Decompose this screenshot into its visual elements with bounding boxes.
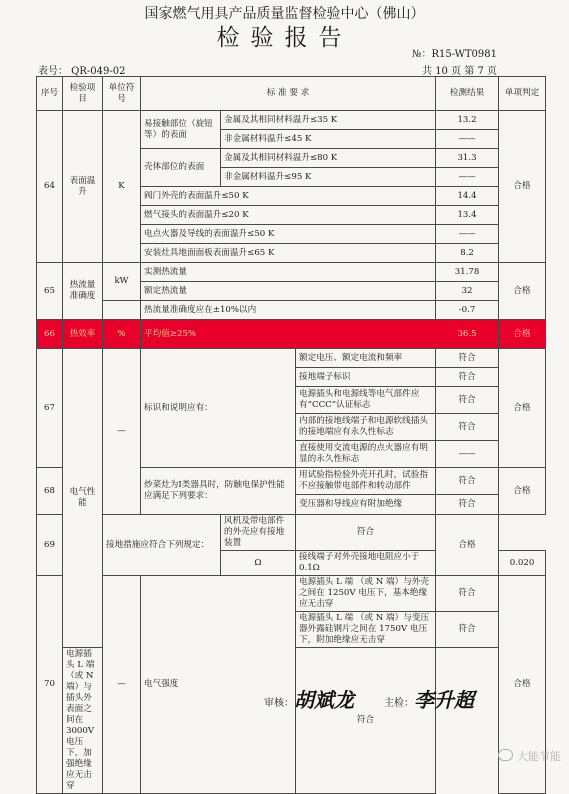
requirement-cell: 电源插头 L 端 （或 N 端）与变压器外露硅钢片之间在 1750V 电压下，附加绝缘应无击穿: [296, 612, 436, 648]
table-row: [37, 111, 546, 130]
requirement-cell: 变压器和导线应有附加绝缘: [296, 495, 436, 515]
col-result: 检测结果: [436, 77, 499, 111]
result-cell: 符合: [436, 576, 499, 612]
result-cell: 符合: [436, 349, 499, 368]
requirement-cell: 安装灶具地面面板表面温升≤65 K: [141, 244, 436, 263]
judgement-cell: 合格: [499, 320, 546, 349]
result-cell: 0.020: [499, 551, 546, 576]
seq-cell: 69: [37, 515, 63, 576]
result-cell: -0.7: [436, 301, 499, 320]
judgement-cell: 合格: [499, 111, 546, 263]
group-label: 易接触部位（旋钮等）的表面: [141, 111, 221, 149]
requirement-cell: 电源插头 L 端 （或 N 端）与插头外表面之间在 3000V 电压下，加强绝缘应无击穿: [63, 648, 103, 794]
item-cell: 热流量准确度: [63, 263, 103, 320]
result-cell: 36.5: [436, 320, 499, 349]
seq-cell: 66: [37, 320, 63, 349]
requirement-cell: 用试验指检验外壳开孔时，试验指不应接触带电部件和转动部件: [296, 468, 436, 495]
requirement-cell: 非金属材料温升≤95 K: [221, 168, 436, 187]
requirement-cell: 平均值≥25%: [141, 320, 436, 349]
col-unit: 单位符号: [103, 77, 141, 111]
result-cell: 13.4: [436, 206, 499, 225]
table-row: [37, 263, 546, 282]
group-label: 电气强度: [141, 576, 296, 794]
org-name: 国家燃气用具产品质量监督检验中心（佛山）: [144, 6, 425, 22]
unit-cell: Ω: [221, 551, 296, 576]
inspector-label: 主检：: [384, 698, 414, 709]
requirement-cell: 电源插头和电源线等电气部件应有“CCC”认证标志: [296, 387, 436, 414]
judgement-cell: 合格: [499, 576, 546, 794]
requirement-cell: 接地端子标识: [296, 368, 436, 387]
requirement-cell: 金属及其相同材料温升≤80 K: [221, 149, 436, 168]
report-title: 检验报告: [216, 25, 353, 51]
group-label: 壳体部位的表面: [141, 149, 221, 187]
unit-cell-empty: [103, 301, 141, 320]
unit-cell: K: [103, 111, 141, 263]
result-cell: 8.2: [436, 244, 499, 263]
requirement-cell: 直接使用交流电源的点火器应有明显的永久性标志: [296, 441, 436, 468]
seq-cell: 67: [37, 349, 63, 468]
result-cell: 14.4: [436, 187, 499, 206]
requirement-cell: 电点火器及导线的表面温升≤50 K: [141, 225, 436, 244]
table-row: [37, 515, 546, 551]
requirement-cell: 额定电压、额定电流和频率: [296, 349, 436, 368]
requirement-cell: 风机及带电部件的外壳应有接地装置: [221, 515, 296, 551]
seq-cell: 65: [37, 263, 63, 320]
inspector-signature: 李升超: [414, 688, 474, 712]
result-cell: 符合: [296, 515, 436, 551]
seq-cell: 70: [37, 576, 63, 794]
page-indicator: 共 10 页 第 7 页: [422, 66, 497, 77]
result-cell: 符合: [436, 387, 499, 414]
highlighted-row: [37, 320, 546, 349]
requirement-cell: 非金属材料温升≤45 K: [221, 130, 436, 149]
judgement-cell: 合格: [499, 263, 546, 320]
unit-cell: kW: [103, 263, 141, 301]
item-cell: 表面温升: [63, 111, 103, 263]
unit-cell: —: [103, 349, 141, 515]
unit-cell: %: [103, 320, 141, 349]
judgement-cell: 合格: [499, 468, 546, 515]
col-seq: 序号: [37, 77, 63, 111]
requirement-cell: 金属及其相同材料温升≤35 K: [221, 111, 436, 130]
watermark-text: 大能节能: [517, 750, 561, 763]
result-cell: 32: [436, 282, 499, 301]
requirement-cell: 接线端子对外壳接地电阻应小于 0.1Ω: [296, 551, 436, 576]
requirement-cell: 电源插头 L 端 （或 N 端）与外壳之间在 1250V 电压下，基本绝缘应无击穿: [296, 576, 436, 612]
result-cell: ——: [436, 441, 499, 468]
judgement-cell: 合格: [436, 515, 499, 576]
result-cell: ——: [436, 168, 499, 187]
item-cell: 热效率: [63, 320, 103, 349]
item-cell: 电气性能: [63, 349, 103, 648]
reviewer-signature: 胡斌龙: [294, 688, 354, 712]
result-cell: 31.78: [436, 263, 499, 282]
result-cell: ——: [436, 130, 499, 149]
seq-cell: 64: [37, 111, 63, 263]
watermark: [498, 748, 561, 764]
result-cell: 符合: [436, 468, 499, 495]
table-row: [37, 576, 546, 612]
result-cell: 13.2: [436, 111, 499, 130]
col-item: 检验项目: [63, 77, 103, 111]
result-cell: 符合: [436, 368, 499, 387]
col-judgement: 单项判定: [499, 77, 546, 111]
result-cell: 符合: [296, 648, 436, 794]
seq-cell: 68: [37, 468, 63, 515]
result-cell: ——: [436, 225, 499, 244]
table-row: [37, 301, 546, 320]
requirement-cell: 额定热流量: [141, 282, 436, 301]
requirement-cell: 内部的接地线端子和电源软线插头的接地端应有永久性标志: [296, 414, 436, 441]
col-requirement: 标 准 要 求: [141, 77, 436, 111]
requirement-cell: 阀门外壳的表面温升≤50 K: [141, 187, 436, 206]
header-row: [37, 77, 546, 111]
report-number: №：R15-WT0981: [412, 49, 497, 60]
result-cell: 符合: [436, 612, 499, 648]
group-label: 炒菜灶为Ⅰ类器具时，防触电保护性能应满足下列要求：: [141, 468, 296, 515]
result-cell: 符合: [436, 495, 499, 515]
table-row: [37, 349, 546, 368]
requirement-cell: 实测热流量: [141, 263, 436, 282]
unit-cell: —: [103, 576, 141, 794]
form-number: 表号： QR-049-02: [38, 66, 126, 77]
judgement-cell: 合格: [499, 349, 546, 468]
result-cell: 符合: [436, 414, 499, 441]
chat-bubble-icon: [498, 749, 513, 761]
reviewer-label: 审核：: [264, 698, 294, 709]
group-label: 接地措施应符合下列规定：: [103, 515, 221, 576]
requirement-cell: 热流量准确度应在±10%以内: [141, 301, 436, 320]
group-label: 标识和说明应有：: [141, 349, 296, 468]
result-cell: 31.3: [436, 149, 499, 168]
requirement-cell: 燃气接头的表面温升≤20 K: [141, 206, 436, 225]
